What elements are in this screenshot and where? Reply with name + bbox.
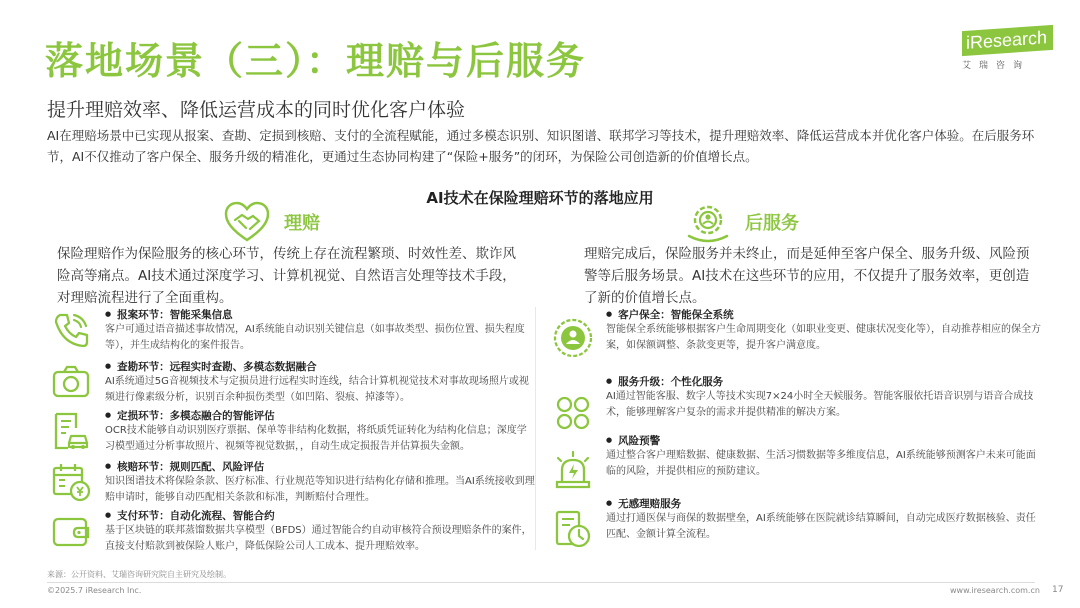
item-heading: ● 无感理赔服务 [606, 496, 681, 511]
item-heading: ● 定损环节：多模态融合的智能评估 [105, 408, 275, 423]
claims-section-header [222, 200, 320, 244]
item-body: 基于区块链的联邦蒸馏数据共享模型（BFDS）通过智能合约自动审核符合预设理赔条件的案件，直接支付赔款到被保险人账户，降低保险公司人工成本、提升理赔效率。 [105, 525, 532, 552]
calendar-money-icon [50, 461, 92, 503]
item-heading: ● 风险预警 [606, 433, 660, 448]
item-body: AI系统通过5G音视频技术与定损员进行远程实时连线，结合计算机视觉技术对事故现场照片或视频进行像素级分析，识别百余种损伤类型（如凹陷、裂痕、掉漆等）。 [105, 376, 529, 403]
logo-wordmark: iResearch [962, 25, 1053, 56]
iresearch-logo [962, 28, 1054, 76]
diagram-title: AI技术在保险理赔环节的落地应用 [426, 189, 654, 207]
website-link[interactable]: www.iresearch.com.cn [950, 586, 1040, 595]
item-heading: ● 客户保全：智能保全系统 [606, 307, 734, 322]
document-car-icon [50, 410, 92, 452]
handshake-heart-icon [222, 200, 272, 244]
claims-section-label: 理赔 [284, 213, 320, 234]
after-service-section-header [683, 200, 799, 244]
camera-icon [50, 361, 92, 403]
item-body: 知识图谱技术将保险条款、医疗标准、行业规范等知识进行结构化存储和推理。当AI系统接收到理赔申请时，能够自动匹配相关条款和标准，判断赔付合理性。 [105, 476, 535, 503]
copyright: ©2025.7 iResearch Inc. [47, 586, 142, 595]
page-subtitle: 提升理赔效率、降低运营成本的同时优化客户体验 [47, 99, 466, 121]
item-heading: ● 支付环节：自动化流程、智能合约 [105, 508, 275, 523]
footer-divider [47, 582, 1035, 583]
page-number: 17 [1052, 585, 1064, 595]
item-heading: ● 报案环节：智能采集信息 [105, 307, 233, 322]
customer-badge-icon [552, 317, 594, 359]
intro-paragraph: AI在理赔场景中已实现从报案、查勘、定损到核赔、支付的全流程赋能，通过多模态识别、知识图谱、联邦学习等技术，提升理赔效率、降低运营成本并优化客户体验。在后服务环节，AI不仅推动了客户保全、服务升级的精准化，更通过生态协同构建了“保险+服务”的闭环，为保险公司创造新的价值增长点。 [47, 128, 1035, 164]
logo-subtext: 艾瑞咨询 [962, 61, 1031, 71]
page-title: 落地场景（三）：理赔与后服务 [45, 39, 587, 83]
item-body: 智能保全系统能够根据客户生命周期变化（如职业变更、健康状况变化等），自动推荐相应的保全方案，如保额调整、条款变更等，提升客户满意度。 [606, 324, 1041, 351]
item-body: 通过打通医保与商保的数据壁垒，AI系统能够在医院就诊结算瞬间，自动完成医疗数据核验、责任匹配、金额计算全流程。 [606, 513, 1036, 540]
phone-icon [50, 309, 92, 351]
service-clover-icon [552, 392, 594, 434]
item-heading: ● 查勘环节：远程实时查勘、多模态数据融合 [105, 359, 317, 374]
after-service-description: 理赔完成后，保险服务并未终止，而是延伸至客户保全、服务升级、风险预警等后服务场景。AI技术在这些环节的应用，不仅提升了服务效率，更创造了新的价值增长点。 [584, 246, 1030, 306]
item-body: OCR技术能够自动识别医疗票据、保单等非结构化数据，将纸质凭证转化为结构化信息；深度学习模型通过分析事故照片、视频等视觉数据，，自动生成定损报告并估算损失金额。 [105, 425, 527, 452]
after-service-section-label: 后服务 [745, 213, 799, 234]
gear-person-icon [683, 200, 733, 244]
item-body: 通过整合客户理赔数据、健康数据、生活习惯数据等多维度信息，AI系统能够预测客户未来可能面临的风险，并提供相应的预防建议。 [606, 450, 1036, 477]
claims-description: 保险理赔作为保险服务的核心环节，传统上存在流程繁琐、时效性差、欺诈风险高等痛点。AI技术通过深度学习、计算机视觉、自然语言处理等技术手段，对理赔流程进行了全面重构。 [57, 246, 516, 306]
alarm-light-icon [552, 450, 594, 492]
item-heading: ● 服务升级：个性化服务 [606, 374, 723, 389]
item-body: 客户可通过语音描述事故情况，AI系统能自动识别关键信息（如事故类型、损伤位置、损失程度等），并生成结构化的案件报告。 [105, 324, 525, 351]
wallet-icon [50, 510, 92, 552]
item-heading: ● 核赔环节：规则匹配、风险评估 [105, 459, 264, 474]
claims-stage-list [50, 307, 536, 550]
document-clock-icon [552, 508, 594, 550]
source-note: 来源：公开资料、艾瑞咨询研究院自主研究及绘制。 [47, 570, 231, 579]
item-body: AI通过智能客服、数字人等技术实现7×24小时全天候服务。智能客服依托语音识别与语音合成技术，能够理解客户复杂的需求并提供精准的解决方案。 [606, 391, 1034, 418]
